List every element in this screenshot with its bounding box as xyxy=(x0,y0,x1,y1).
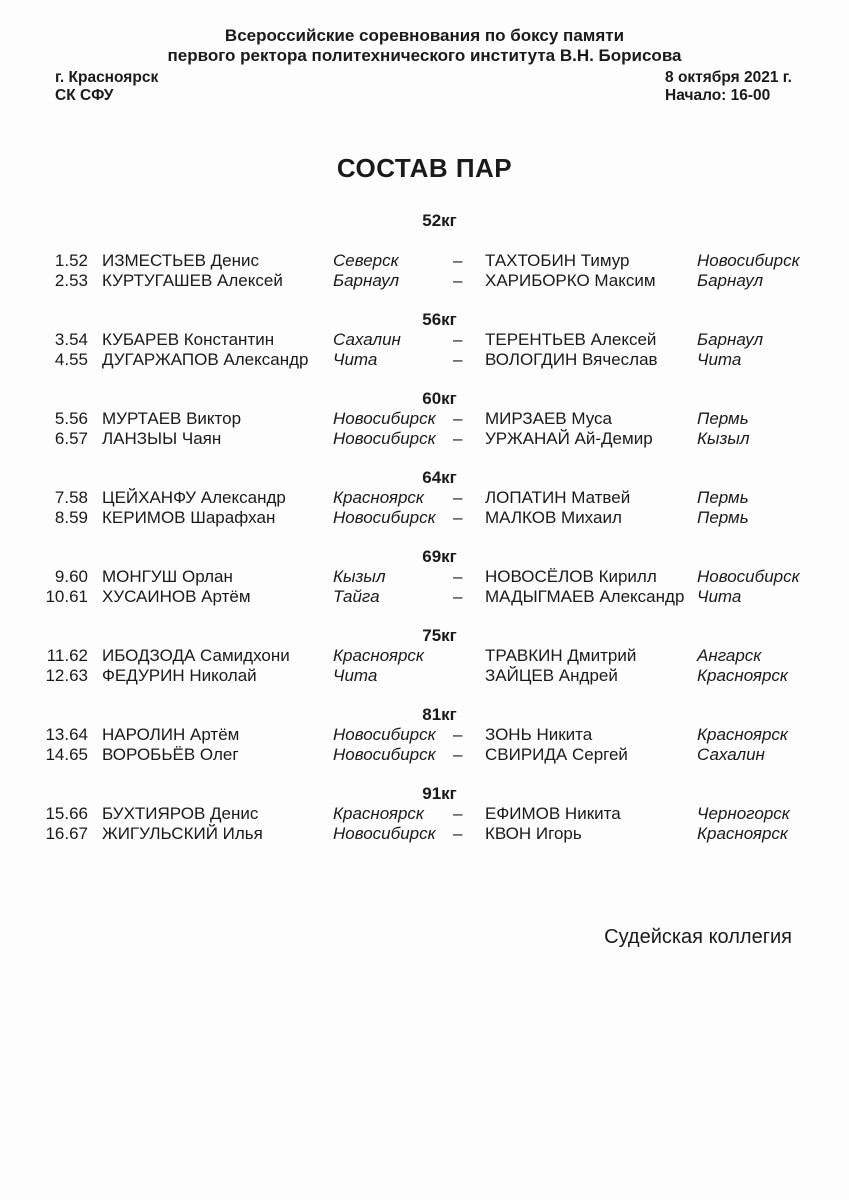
bout-number: 5.56 xyxy=(54,409,88,428)
blue-corner-name: ХАРИБОРКО Максим xyxy=(485,271,656,290)
blue-corner-name: МАДЫГМАЕВ Александр xyxy=(485,587,685,606)
blue-corner-name: ТРАВКИН Дмитрий xyxy=(485,646,637,665)
red-corner-city: Барнаул xyxy=(333,271,400,290)
bout-number: 9.60 xyxy=(54,567,88,586)
vs-dash xyxy=(453,666,485,686)
vs-dash: – xyxy=(453,429,463,448)
weight-class-heading: 91кг xyxy=(422,784,457,803)
vs-dash: – xyxy=(453,251,463,270)
blue-corner-name: КВОН Игорь xyxy=(485,824,582,843)
bout-row xyxy=(0,587,849,607)
weight-class-bouts xyxy=(0,330,849,370)
blue-corner-city: Новосибирск xyxy=(697,251,800,270)
event-date: 8 октября 2021 г. xyxy=(665,69,792,86)
weight-class-heading: 81кг xyxy=(422,705,457,724)
red-corner-city: Красноярск xyxy=(333,646,424,665)
blue-corner-name: НОВОСЁЛОВ Кирилл xyxy=(485,567,657,586)
blue-corner-name: ЗАЙЦЕВ Андрей xyxy=(485,666,618,685)
weight-class-heading: 75кг xyxy=(422,626,457,645)
red-corner-city: Новосибирск xyxy=(333,745,436,764)
red-corner-name: ХУСАИНОВ Артём xyxy=(102,587,251,606)
weight-class-bouts xyxy=(0,567,849,607)
blue-corner-name: ТАХТОБИН Тимур xyxy=(485,251,630,270)
weight-class-section xyxy=(0,211,849,291)
bout-row xyxy=(0,330,849,350)
datetime-block xyxy=(665,69,792,105)
red-corner-city: Красноярск xyxy=(333,804,424,823)
bout-row xyxy=(0,725,849,745)
red-corner-name: КУБАРЕВ Константин xyxy=(102,330,275,349)
red-corner-name: ЦЕЙХАНФУ Александр xyxy=(102,488,286,507)
bout-row xyxy=(0,508,849,528)
pairs-list xyxy=(0,211,849,844)
red-corner-city: Новосибирск xyxy=(333,725,436,744)
event-meta xyxy=(0,66,849,105)
bout-number: 8.59 xyxy=(54,508,88,527)
red-corner-name: ФЕДУРИН Николай xyxy=(102,666,257,685)
blue-corner-city: Красноярск xyxy=(697,666,788,685)
blue-corner-city: Пермь xyxy=(697,488,749,507)
vs-dash xyxy=(453,646,485,666)
blue-corner-name: ВОЛОГДИН Вячеслав xyxy=(485,350,658,369)
blue-corner-name: УРЖАНАЙ Ай-Демир xyxy=(485,429,653,448)
bout-row xyxy=(0,271,849,291)
bout-number: 12.63 xyxy=(45,666,88,685)
competition-title xyxy=(0,0,849,66)
blue-corner-city: Красноярск xyxy=(697,725,788,744)
red-corner-city: Новосибирск xyxy=(333,429,436,448)
bout-number: 3.54 xyxy=(54,330,88,349)
blue-corner-name: ТЕРЕНТЬЕВ Алексей xyxy=(485,330,657,349)
blue-corner-city: Красноярск xyxy=(697,824,788,843)
weight-class-section xyxy=(0,547,849,607)
venue-city: г. Красноярск xyxy=(55,69,159,86)
bout-row xyxy=(0,666,849,686)
bout-row xyxy=(0,409,849,429)
bout-row xyxy=(0,488,849,508)
red-corner-city: Новосибирск xyxy=(333,409,436,428)
red-corner-name: ИЗМЕСТЬЕВ Денис xyxy=(102,251,259,270)
blue-corner-city: Барнаул xyxy=(697,330,764,349)
blue-corner-name: ЛОПАТИН Матвей xyxy=(485,488,631,507)
blue-corner-name: ЗОНЬ Никита xyxy=(485,725,593,744)
red-corner-name: ИБОДЗОДА Самидхони xyxy=(102,646,290,665)
blue-corner-city: Ангарск xyxy=(697,646,762,665)
red-corner-name: КУРТУГАШЕВ Алексей xyxy=(102,271,283,290)
weight-class-bouts xyxy=(0,488,849,528)
weight-class-bouts xyxy=(0,725,849,765)
weight-class-heading: 64кг xyxy=(422,468,457,487)
page-title: СОСТАВ ПАР xyxy=(336,153,513,183)
bout-number: 2.53 xyxy=(54,271,88,290)
bout-number: 13.64 xyxy=(45,725,88,744)
bout-row xyxy=(0,251,849,271)
vs-dash: – xyxy=(453,745,463,764)
vs-dash: – xyxy=(453,409,463,428)
vs-dash: – xyxy=(453,488,463,507)
weight-class-section xyxy=(0,705,849,765)
weight-class-bouts xyxy=(0,251,849,291)
weight-class-heading: 52кг xyxy=(422,211,457,230)
bout-number: 11.62 xyxy=(46,646,88,665)
bout-row xyxy=(0,745,849,765)
weight-class-heading: 56кг xyxy=(422,310,457,329)
red-corner-city: Кызыл xyxy=(333,567,386,586)
red-corner-name: МОНГУШ Орлан xyxy=(102,567,233,586)
start-time: Начало: 16-00 xyxy=(665,87,771,104)
venue-block xyxy=(55,69,158,105)
weight-class-section xyxy=(0,310,849,370)
weight-class-section xyxy=(0,784,849,844)
blue-corner-name: МИРЗАЕВ Муса xyxy=(485,409,612,428)
vs-dash: – xyxy=(453,271,463,290)
vs-dash: – xyxy=(453,587,463,606)
blue-corner-city: Новосибирск xyxy=(697,567,800,586)
red-corner-city: Северск xyxy=(333,251,399,270)
red-corner-city: Новосибирск xyxy=(333,824,436,843)
weight-class-bouts xyxy=(0,409,849,449)
red-corner-city: Красноярск xyxy=(333,488,424,507)
vs-dash: – xyxy=(453,804,463,823)
weight-class-heading: 60кг xyxy=(422,389,457,408)
red-corner-city: Тайга xyxy=(333,587,380,606)
bout-number: 1.52 xyxy=(54,251,88,270)
bout-row xyxy=(0,804,849,824)
weight-class-section xyxy=(0,389,849,449)
competition-title-line2: первого ректора политехнического института В.Н. Борисова xyxy=(167,46,682,65)
blue-corner-name: СВИРИДА Сергей xyxy=(485,745,628,764)
weight-class-section xyxy=(0,626,849,686)
bout-number: 4.55 xyxy=(54,350,88,369)
vs-dash: – xyxy=(453,508,463,527)
vs-dash: – xyxy=(453,824,463,843)
weight-class-section xyxy=(0,468,849,528)
red-corner-name: БУХТИЯРОВ Денис xyxy=(102,804,259,823)
red-corner-name: ЖИГУЛЬСКИЙ Илья xyxy=(102,824,263,843)
vs-dash: – xyxy=(453,567,463,586)
red-corner-name: КЕРИМОВ Шарафхан xyxy=(102,508,276,527)
blue-corner-city: Кызыл xyxy=(697,429,750,448)
red-corner-name: НАРОЛИН Артём xyxy=(102,725,240,744)
red-corner-city: Чита xyxy=(333,350,378,369)
red-corner-name: МУРТАЕВ Виктор xyxy=(102,409,242,428)
weight-class-heading: 69кг xyxy=(422,547,457,566)
vs-dash: – xyxy=(453,350,463,369)
signature: Судейская коллегия xyxy=(604,926,792,948)
vs-dash: – xyxy=(453,725,463,744)
bout-row xyxy=(0,429,849,449)
competition-title-line1: Всероссийские соревнования по боксу памяти xyxy=(224,26,625,45)
red-corner-name: ДУГАРЖАПОВ Александр xyxy=(102,350,309,369)
bout-row xyxy=(0,350,849,370)
blue-corner-city: Барнаул xyxy=(697,271,764,290)
blue-corner-name: ЕФИМОВ Никита xyxy=(485,804,621,823)
blue-corner-city: Чита xyxy=(697,587,742,606)
red-corner-name: ВОРОБЬЁВ Олег xyxy=(102,745,239,764)
blue-corner-city: Черногорск xyxy=(697,804,790,823)
venue-hall: СК СФУ xyxy=(55,87,114,104)
bout-row xyxy=(0,646,849,666)
blue-corner-city: Пермь xyxy=(697,409,749,428)
bout-number: 7.58 xyxy=(54,488,88,507)
blue-corner-name: МАЛКОВ Михаил xyxy=(485,508,622,527)
red-corner-name: ЛАНЗЫЫ Чаян xyxy=(102,429,222,448)
bout-row xyxy=(0,824,849,844)
red-corner-city: Новосибирск xyxy=(333,508,436,527)
blue-corner-city: Чита xyxy=(697,350,742,369)
weight-class-bouts xyxy=(0,646,849,686)
bout-row xyxy=(0,567,849,587)
blue-corner-city: Пермь xyxy=(697,508,749,527)
weight-class-bouts xyxy=(0,804,849,844)
bout-number: 16.67 xyxy=(45,824,88,843)
bout-number: 6.57 xyxy=(54,429,88,448)
red-corner-city: Чита xyxy=(333,666,378,685)
blue-corner-city: Сахалин xyxy=(697,745,765,764)
bout-number: 10.61 xyxy=(45,587,88,606)
bout-number: 15.66 xyxy=(45,804,88,823)
bout-number: 14.65 xyxy=(45,745,88,764)
vs-dash: – xyxy=(453,330,463,349)
red-corner-city: Сахалин xyxy=(333,330,401,349)
